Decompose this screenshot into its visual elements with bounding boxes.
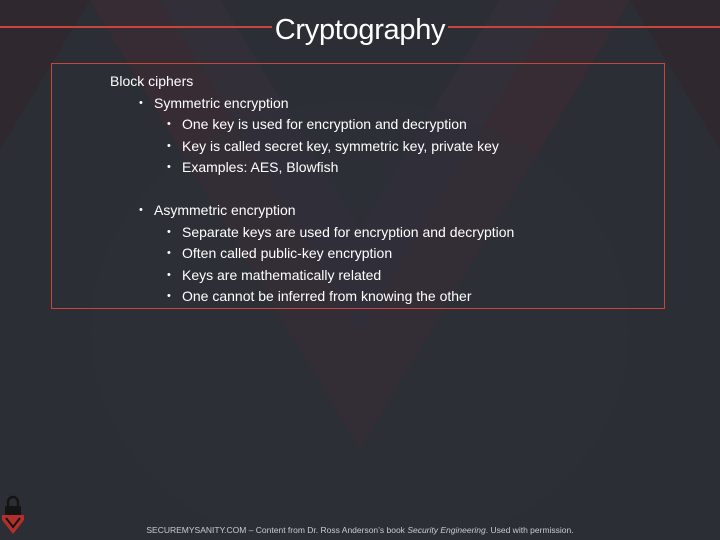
list-item-text: Often called public-key encryption <box>182 245 393 261</box>
slide-title: Cryptography <box>274 14 446 46</box>
list-item-text: Key is called secret key, symmetric key, private key <box>182 137 499 154</box>
list-item-text: Examples: AES, Blowfish <box>182 159 339 175</box>
bullet-group-symmetric <box>110 93 514 115</box>
bullet-dot: • <box>139 96 143 109</box>
spacer <box>110 179 514 201</box>
bullet-dot: • <box>167 118 171 130</box>
list-item-text: Keys are mathematically related <box>182 266 382 283</box>
bullet-label: Symmetric encryption <box>154 94 289 111</box>
bullet-group-asymmetric <box>110 200 514 222</box>
list-item-text: Separate keys are used for encryption and decryption <box>182 223 515 240</box>
bullet-label: Asymmetric encryption <box>154 202 296 218</box>
bullet-dot: • <box>139 204 143 216</box>
bullet-dot: • <box>167 247 171 259</box>
bullet-dot: • <box>167 268 171 281</box>
list-item <box>110 114 514 136</box>
bullet-dot: • <box>167 161 171 173</box>
bullet-heading: Block ciphers <box>110 73 194 89</box>
list-item <box>110 157 514 179</box>
list-item <box>110 243 514 265</box>
footer-suffix: . Used with permission. <box>485 525 574 535</box>
bullet-dot: • <box>167 290 171 302</box>
bullet-dot: • <box>167 225 171 238</box>
list-item-text: One cannot be inferred from knowing the other <box>182 288 472 304</box>
footer-prefix: SECUREMYSANITY.COM – Content from Dr. Ross Anderson’s book <box>146 525 408 535</box>
bullet-dot: • <box>167 139 171 152</box>
list-item <box>110 286 514 308</box>
list-item <box>110 265 514 287</box>
footer <box>0 525 720 536</box>
bullet-list <box>110 71 514 308</box>
list-item <box>110 222 514 244</box>
list-item <box>110 136 514 158</box>
list-item-text: One key is used for encryption and decryption <box>182 116 467 132</box>
footer-book-title: Security Engineering <box>407 525 486 535</box>
